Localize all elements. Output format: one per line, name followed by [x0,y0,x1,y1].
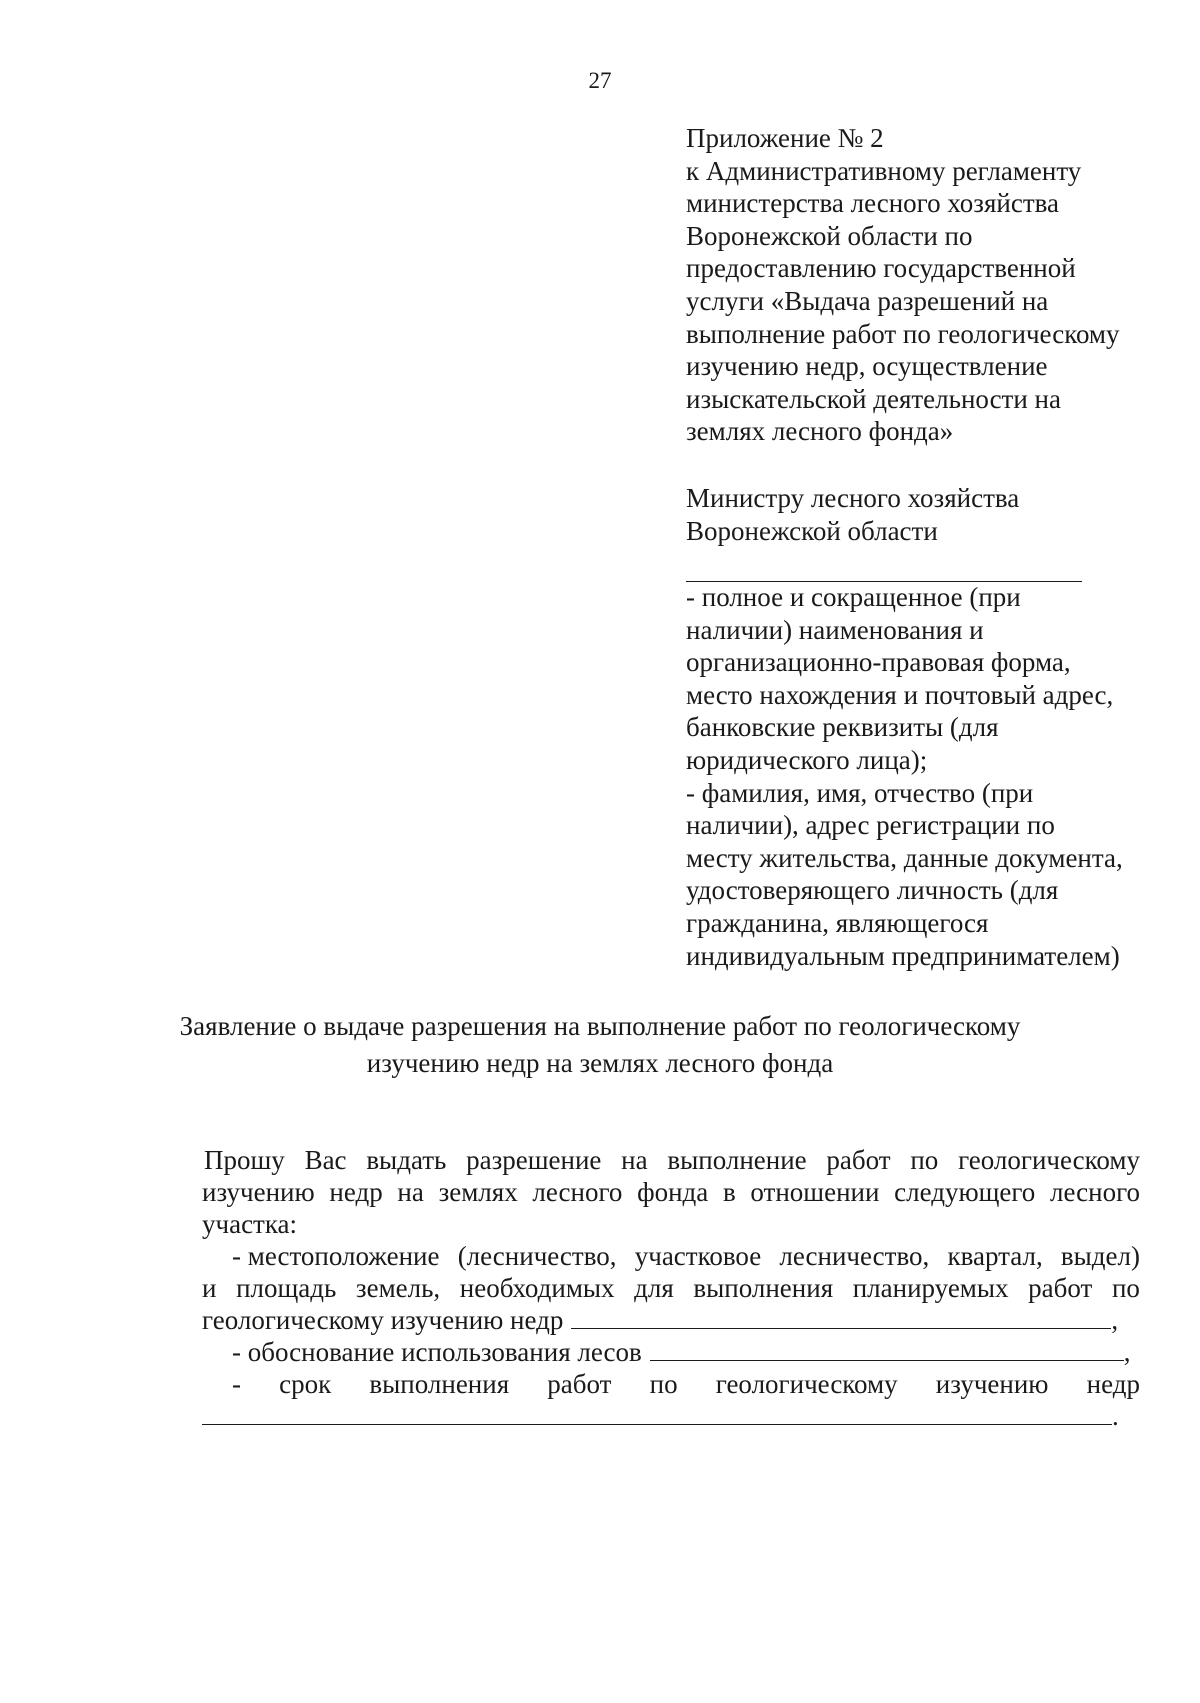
body-word: землях [438,1177,518,1207]
justification-blank[interactable] [650,1338,1124,1361]
appendix-line: Приложение № 2 [686,123,884,153]
body-word: для [634,1273,674,1303]
application-body [204,1144,1140,1432]
body-word: квартал, [947,1241,1043,1271]
body-line [202,1272,1140,1304]
appendix-line: предоставлению государственной [686,253,1076,284]
addressee-line: Воронежской области [686,515,938,546]
applicant-info-line: наличии), адрес регистрации по [686,810,1055,841]
applicant-info-line: индивидуальным предпринимателем) [686,940,1120,971]
addressee-block [686,482,1186,547]
title-line: Заявление о выдаче разрешения на выполнение работ по геологическому [179,1011,1021,1041]
body-word: в [722,1177,736,1207]
body-word: площадь [236,1273,337,1303]
justification-comma: , [1123,1337,1131,1367]
applicant-info-line: - фамилия, имя, отчество (при [686,777,1034,808]
body-word: по [910,1145,939,1175]
body-word: лесничество, [779,1241,930,1271]
body-word: изучению [202,1177,315,1207]
applicant-info-line: удостоверяющего личность (для [686,875,1059,906]
title-line: изучению недр на землях лесного фонда [366,1048,834,1078]
term-row [202,1400,1140,1432]
body-word: работ [1028,1273,1093,1303]
body-word: работ [826,1145,891,1175]
body-line [204,1240,1140,1272]
body-word: изучению [935,1369,1049,1399]
body-word: планируемых [852,1273,1009,1303]
term-period: . [1112,1401,1119,1431]
body-word: на [397,1177,424,1207]
body-word: выполнения [369,1369,510,1399]
applicant-info-line: - полное и сокращенное (при [686,582,1021,612]
body-line [204,1144,1140,1176]
body-word: недр [1086,1369,1140,1399]
body-word: на [621,1145,648,1175]
applicant-info-line: месту жительства, данные документа, [686,842,1123,873]
body-word: геологическому [715,1369,898,1399]
body-word: геологическому [958,1145,1140,1175]
body-word: срок [279,1369,332,1399]
body-word: по [1111,1273,1140,1303]
body-word: по [649,1369,678,1399]
body-word: участковое [634,1241,762,1271]
body-word: работ [547,1369,612,1399]
appendix-line: выполнение работ по геологическому [686,318,1120,349]
body-word: выдать [366,1145,447,1175]
appendix-line: изыскательской деятельности на [686,383,1061,414]
body-word: Вас [304,1145,347,1175]
body-word: отношении [750,1177,880,1207]
justification-row [204,1336,1140,1368]
applicant-info-line: наличии) наименования и [686,614,984,645]
body-word: - [232,1369,241,1399]
location-label: геологическому изучению недр [202,1305,564,1335]
document-title [100,1008,1100,1082]
applicant-info-line: организационно-правовая форма, [686,647,1071,678]
body-word: лесного [1050,1177,1140,1207]
body-word: разрешение [466,1145,602,1175]
body-word: Прошу [204,1145,285,1175]
appendix-header [686,122,1186,448]
addressee-line: Министру лесного хозяйства [686,483,1020,513]
body-word: выполнения [693,1273,834,1303]
body-line [204,1368,1140,1400]
body-word: земель, [355,1273,441,1303]
applicant-info-line: гражданина, являющегося [686,907,989,938]
appendix-line: изучению недр, осуществление [686,351,1048,382]
applicant-info-line: юридического лица); [686,744,928,775]
appendix-line: к Административному регламенту [686,155,1082,186]
body-word: следующего [894,1177,1036,1207]
appendix-line: министерства лесного хозяйства [686,188,1059,219]
body-line: участка: [202,1209,298,1239]
page-number: 27 [588,68,612,93]
appendix-line: Воронежской области по [686,220,973,251]
appendix-line: услуги «Выдача разрешений на [686,285,1049,316]
body-word: выдел) [1060,1241,1140,1271]
body-word: - местоположение [232,1241,440,1271]
body-word: (лесничество, [457,1241,617,1271]
body-word: фонда [637,1177,709,1207]
location-row [202,1304,1140,1336]
body-word: необходимых [459,1273,615,1303]
body-word: выполнение [667,1145,807,1175]
applicant-info-line: банковские реквизиты (для [686,712,999,743]
appendix-line: землях лесного фонда» [686,416,954,447]
justification-label: - обоснование использования лесов [232,1337,642,1367]
applicant-info-caption [686,581,1186,972]
body-line [202,1176,1140,1208]
term-blank[interactable] [202,1402,1112,1425]
body-word: недр [329,1177,383,1207]
body-word: и [202,1273,217,1303]
location-comma: , [1111,1305,1119,1335]
body-word: лесного [532,1177,623,1207]
applicant-info-line: место нахождения и почтовый адрес, [686,679,1114,710]
location-blank[interactable] [571,1306,1111,1329]
